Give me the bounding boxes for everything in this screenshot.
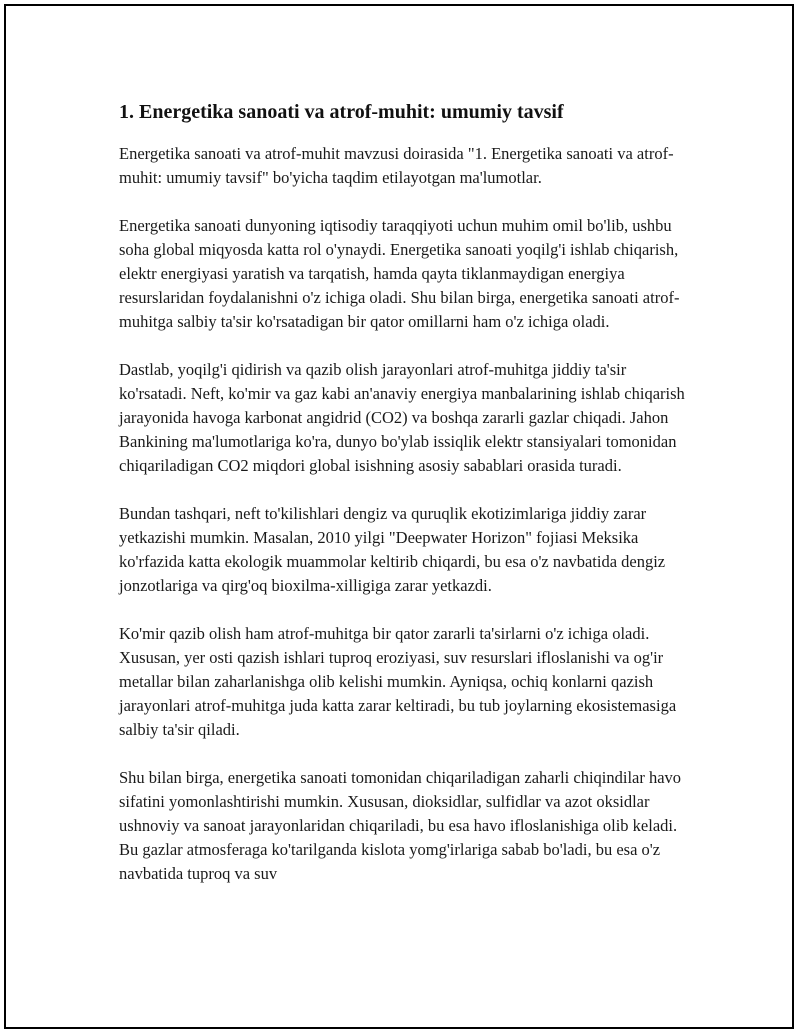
paragraph-fuel-extraction: Dastlab, yoqilg'i qidirish va qazib olish jarayonlari atrof-muhitga jiddiy ta'sir ko'rsatadi. Neft, ko'mir va gaz kabi an'anaviy energiya manbalarining ishlab chiqarish jarayonida havoga karbonat angidrid (CO2) va boshqa zararli gazlar chiqadi. Jahon Bankining ma'lumotlariga ko'ra, dunyo bo'ylab issiqlik elektr stansiyalari tomonidan chiqariladigan CO2 miqdori global isishning asosiy sabablari orasida turadi. xyxy=(119,360,685,475)
document-title: 1. Energetika sanoati va atrof-muhit: umumiy tavsif xyxy=(119,101,564,123)
paragraph-intro: Energetika sanoati va atrof-muhit mavzusi doirasida "1. Energetika sanoati va atrof-muhit: umumiy tavsif" bo'yicha taqdim etilayotgan ma'lumotlar. xyxy=(119,144,674,187)
paragraph-coal-mining: Ko'mir qazib olish ham atrof-muhitga bir qator zararli ta'sirlarni o'z ichiga oladi. Xususan, yer osti qazish ishlari tuproq eroziyasi, suv resurslari ifloslanishi va og'ir metallar bilan zaharlanishga olib kelishi mumkin. Ayniqsa, ochiq konlarni qazish jarayonlari atrof-muhitga juda katta zarar keltiradi, bu tub joylarning ekosistemasiga salbiy ta'sir qiladi. xyxy=(119,624,677,739)
paragraph-energy-industry: Energetika sanoati dunyoning iqtisodiy taraqqiyoti uchun muhim omil bo'lib, ushbu soha global miqyosda katta rol o'ynaydi. Energetika sanoati yoqilg'i ishlab chiqarish, elektr energiyasi yaratish va tarqatish, hamda qayta tiklanmaydigan energiya resurslaridan foydalanishni o'z ichiga oladi. Shu bilan birga, energetika sanoati atrof-muhitga salbiy ta'sir ko'rsatadigan bir qator omillarni ham o'z ichiga oladi. xyxy=(119,216,680,331)
document-body xyxy=(119,98,689,910)
paragraph-air-pollution: Shu bilan birga, energetika sanoati tomonidan chiqariladigan zaharli chiqindilar havo sifatini yomonlashtirishi mumkin. Xususan, dioksidlar, sulfidlar va azot oksidlar ushnoviy va sanoat jarayonlaridan chiqariladi, bu esa havo ifloslanishiga olib keladi. Bu gazlar atmosferaga ko'tarilganda kislota yomg'irlariga sabab bo'ladi, bu esa o'z navbatida tuproq va suv xyxy=(119,768,682,883)
page-border xyxy=(4,4,794,1029)
paragraph-oil-spills: Bundan tashqari, neft to'kilishlari dengiz va quruqlik ekotizimlariga jiddiy zarar yetkazishi mumkin. Masalan, 2010 yilgi "Deepwater Horizon" fojiasi Meksika ko'rfazida katta ekologik muammolar keltirib chiqardi, bu esa o'z navbatida dengiz jonzotlariga va qirg'oq bioxilma-xilligiga zarar yetkazdi. xyxy=(119,504,666,595)
